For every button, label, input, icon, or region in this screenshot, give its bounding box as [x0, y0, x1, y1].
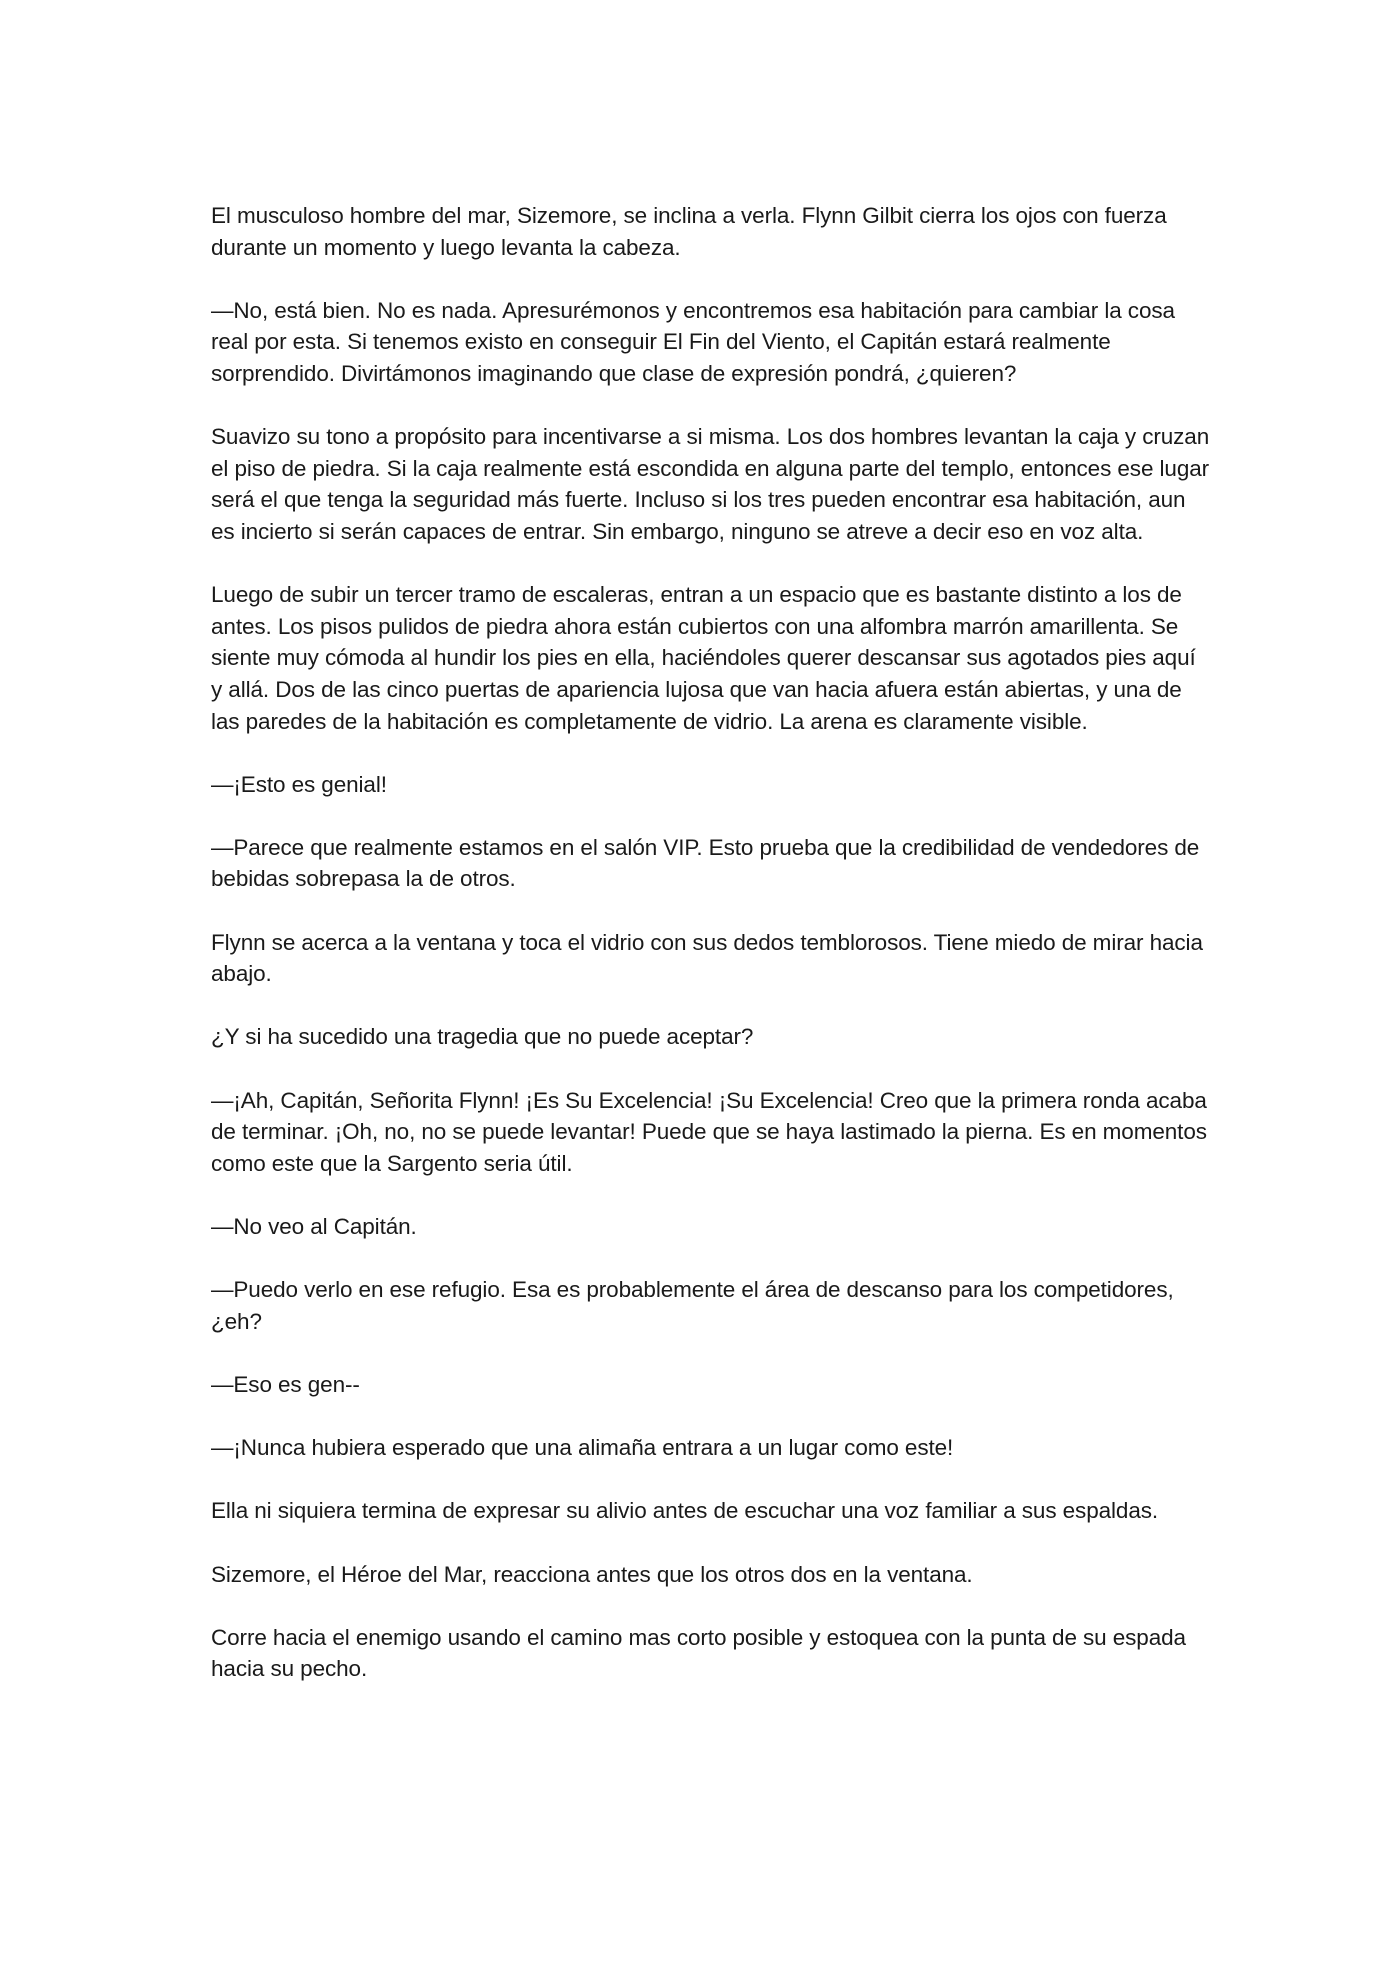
paragraph: —¡Ah, Capitán, Señorita Flynn! ¡Es Su Excelencia! ¡Su Excelencia! Creo que la primera ronda acaba de terminar. ¡Oh, no, no se puede levantar! Puede que se haya lastimado la pierna. Es en momentos como este que la Sargento seria útil.	[211, 1087, 1207, 1176]
paragraph: —No veo al Capitán.	[211, 1214, 417, 1239]
paragraph: Corre hacia el enemigo usando el camino mas corto posible y estoquea con la punta de su espada hacia su pecho.	[211, 1624, 1186, 1682]
document-body	[211, 200, 1211, 1717]
paragraph: —Parece que realmente estamos en el salón VIP. Esto prueba que la credibilidad de vendedores de bebidas sobrepasa la de otros.	[211, 834, 1200, 892]
paragraph: ¿Y si ha sucedido una tragedia que no puede aceptar?	[211, 1024, 754, 1050]
paragraph: Ella ni siquiera termina de expresar su alivio antes de escuchar una voz familiar a sus espaldas.	[211, 1498, 1159, 1524]
paragraph: —¡Nunca hubiera esperado que una alimaña entrara a un lugar como este!	[211, 1435, 954, 1461]
paragraph: —No, está bien. No es nada. Apresurémonos y encontremos esa habitación para cambiar la cosa real por esta. Si tenemos existo en conseguir El Fin del Viento, el Capitán estará realmente sorprendido. Divirtámonos imaginando que clase de expresión pondrá, ¿quieren?	[211, 297, 1175, 386]
paragraph: Luego de subir un tercer tramo de escaleras, entran a un espacio que es bastante distinto a los de antes. Los pisos pulidos de piedra ahora están cubiertos con una alfombra marrón amarillenta. Se siente muy cómoda al hundir los pies en ella, haciéndoles querer descansar sus agotados pies aquí y allá. Dos de las cinco puertas de apariencia lujosa que van hacia afuera están abiertas, y una de las paredes de la habitación es completamente de vidrio. La arena es claramente visible.	[211, 582, 1196, 734]
paragraph: —Eso es gen--	[211, 1371, 360, 1397]
paragraph: —Puedo verlo en ese refugio. Esa es probablemente el área de descanso para los competidores, ¿eh?	[211, 1277, 1174, 1334]
paragraph: Suavizo su tono a propósito para incentivarse a si misma. Los dos hombres levantan la caja y cruzan el piso de piedra. Si la caja realmente está escondida en alguna parte del templo, entonces ese lugar será el que tenga la seguridad más fuerte. Incluso si los tres pueden encontrar esa habitación, aun es incierto si serán capaces de entrar. Sin embargo, ninguno se atreve a decir eso en voz alta.	[211, 424, 1210, 544]
paragraph: Sizemore, el Héroe del Mar, reacciona antes que los otros dos en la ventana.	[211, 1561, 973, 1587]
paragraph: —¡Esto es genial!	[211, 771, 387, 797]
paragraph: El musculoso hombre del mar, Sizemore, se inclina a verla. Flynn Gilbit cierra los ojos con fuerza durante un momento y luego levanta la cabeza.	[211, 203, 1167, 260]
paragraph: Flynn se acerca a la ventana y toca el vidrio con sus dedos temblorosos. Tiene miedo de mirar hacia abajo.	[211, 929, 1203, 987]
